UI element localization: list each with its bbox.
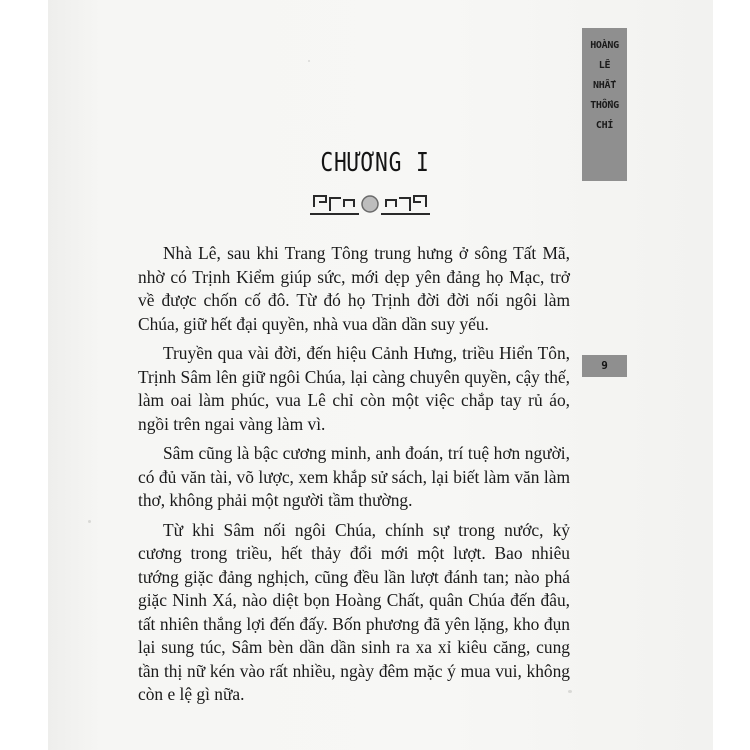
- book-title-line: THỐNG: [590, 100, 619, 111]
- chapter-body: [138, 242, 570, 713]
- book-title-line: LÊ: [598, 60, 611, 71]
- chapter-title: CHƯƠNG I: [320, 148, 430, 178]
- paper-speck: [308, 60, 310, 62]
- paragraph: Từ khi Sâm nối ngôi Chúa, chính sự trong nước, kỷ cương trong triều, hết thảy đổi mới một lượt. Bao nhiêu tướng giặc đảng nghịch, cũng đều lần lượt đánh tan; nào phá giặc Ninh Xá, nào diệt bọn Hoàng Chất, quân Chúa đến đâu, tất nhiên thắng lợi đến đấy. Bốn phương đã yên lặng, kho đụn lại sung túc, Sâm bèn dần dần sinh ra xa xỉ kiêu căng, cung tần thị nữ kén vào rất nhiều, ngày đêm mặc ý mua vui, không còn e lệ gì nữa.: [138, 519, 570, 704]
- paragraph: Nhà Lê, sau khi Trang Tông trung hưng ở sông Tất Mã, nhờ có Trịnh Kiểm giúp sức, mới dẹp yên đảng họ Mạc, trở về được chốn cố đô. Từ đó họ Trịnh đời đời nối ngôi làm Chúa, giữ hết đại quyền, nhà vua dần dần suy yếu.: [138, 243, 570, 334]
- paper-speck: [88, 520, 91, 523]
- book-title-line: NHẤT: [593, 80, 616, 91]
- paragraph: Truyền qua vài đời, đến hiệu Cảnh Hưng, triều Hiển Tôn, Trịnh Sâm lên giữ ngôi Chúa, lại càng chuyên quyền, cậy thế, làm oai làm phúc, vua Lê chỉ còn một việc chắp tay rủ áo, ngồi trên ngai vàng làm vì.: [138, 343, 570, 434]
- paragraph: Sâm cũng là bậc cương minh, anh đoán, trí tuệ hơn người, có đủ văn tài, võ lược, xem khắp sử sách, lại biết làm văn làm thơ, không phải một người tầm thường.: [138, 443, 570, 510]
- book-title-line: HOÀNG: [590, 40, 619, 51]
- decorative-divider-icon: [310, 190, 430, 218]
- book-title-tab: [582, 28, 627, 181]
- page-number: 9: [582, 355, 627, 377]
- book-title-line: CHÍ: [595, 120, 614, 131]
